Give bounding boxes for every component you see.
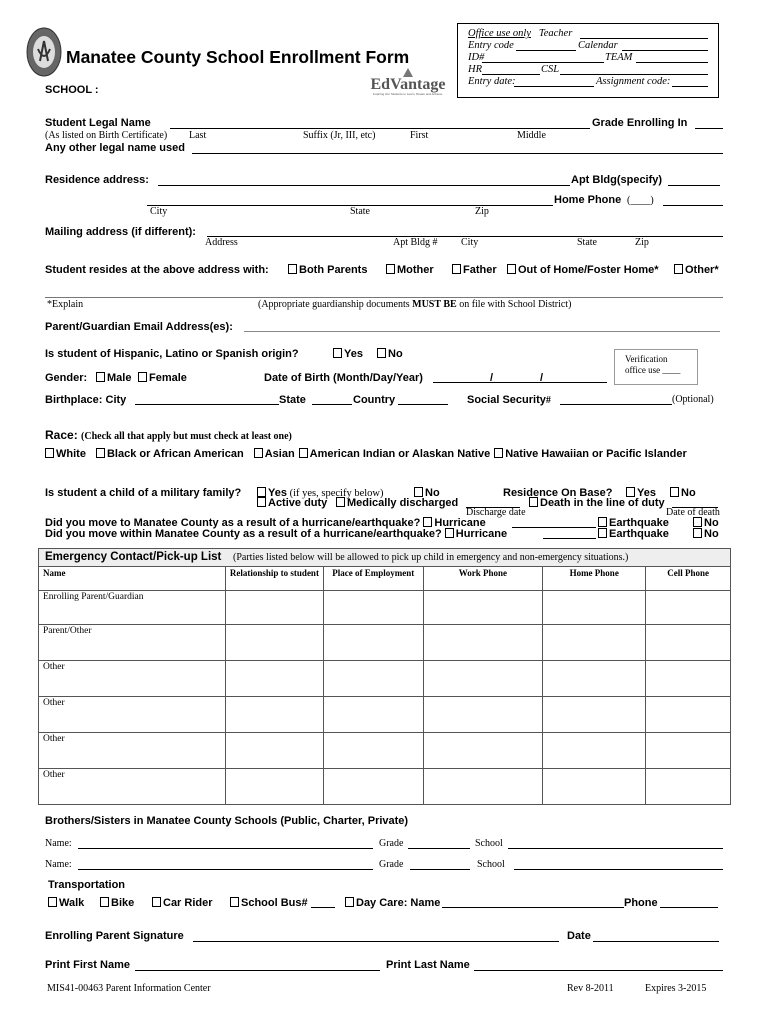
teacher-label: Teacher	[538, 28, 573, 39]
birthplace-country-label: Country	[353, 394, 396, 406]
assignment-code-label: Assignment code:	[596, 76, 671, 87]
suffix-sublabel: Suffix (Jr, III, etc)	[303, 130, 376, 141]
birthplace-state-label: State	[279, 394, 306, 406]
print-first-name-label: Print First Name	[45, 959, 130, 971]
hispanic-yes[interactable]: Yes	[333, 348, 363, 360]
q2-no[interactable]: No	[693, 528, 719, 540]
cell[interactable]	[225, 591, 323, 625]
emergency-note: (Parties listed below will be allowed to pick up child in emergency and non-emergency situations.)	[233, 552, 629, 563]
birthplace-city-label: Birthplace: City	[45, 394, 127, 406]
table-row	[39, 733, 731, 769]
column-header: Work Phone	[423, 567, 543, 591]
table-row	[39, 769, 731, 805]
state-sublabel: State	[350, 206, 370, 217]
cell[interactable]	[423, 625, 543, 661]
optional-note: (Optional)	[672, 394, 714, 405]
cell[interactable]	[225, 625, 323, 661]
cell[interactable]	[543, 697, 646, 733]
cell[interactable]	[323, 733, 423, 769]
q1-hurricane[interactable]: Hurricane	[423, 517, 485, 529]
cell[interactable]	[543, 769, 646, 805]
team-label: TEAM	[605, 52, 633, 63]
cell[interactable]	[225, 697, 323, 733]
day-care-phone-field[interactable]	[660, 907, 718, 908]
birthplace-state-field[interactable]	[312, 404, 352, 405]
dob-slash: /	[490, 372, 494, 384]
race-white[interactable]: White	[45, 448, 86, 460]
cell[interactable]	[646, 625, 731, 661]
cell[interactable]	[323, 769, 423, 805]
cell[interactable]	[543, 733, 646, 769]
email-label: Parent/Guardian Email Address(es):	[45, 321, 233, 333]
middle-sublabel: Middle	[517, 130, 546, 141]
day-care-name-field[interactable]	[442, 907, 624, 908]
transport-day-care[interactable]: Day Care: Name	[345, 897, 440, 909]
siblings-title: Brothers/Sisters in Manatee County Schools (Public, Charter, Private)	[45, 815, 409, 827]
student-legal-name-label: Student Legal Name	[45, 117, 151, 129]
table-row	[39, 591, 731, 625]
resides-other[interactable]: Other*	[674, 264, 719, 276]
first-sublabel: First	[410, 130, 429, 141]
sibling-school-label: School	[477, 859, 505, 870]
other-name-label: Any other legal name used	[45, 142, 185, 154]
sibling-school-field[interactable]	[508, 848, 723, 849]
day-care-phone-label: Phone	[624, 897, 658, 909]
row-label: Other	[39, 769, 226, 805]
race-native-hawaiian[interactable]: Native Hawaiian or Pacific Islander	[494, 448, 687, 460]
q1-earthquake[interactable]: Earthquake	[598, 517, 669, 529]
cell[interactable]	[646, 697, 731, 733]
signature-date-field[interactable]	[593, 941, 719, 942]
q2-hurricane-field[interactable]	[543, 538, 596, 539]
cell[interactable]	[423, 733, 543, 769]
race-american-indian[interactable]: American Indian or Alaskan Native	[299, 448, 491, 460]
mailing-zip-sublabel: Zip	[635, 237, 649, 248]
cell[interactable]	[646, 591, 731, 625]
apt-bldg-field[interactable]	[668, 185, 720, 186]
apt-bldg-label: Apt Bldg(specify)	[571, 174, 663, 186]
revision-date: Rev 8-2011	[567, 983, 614, 994]
cell[interactable]	[543, 661, 646, 697]
gender-label: Gender:	[45, 372, 88, 384]
gender-male[interactable]: Male	[96, 372, 131, 384]
q2-earthquake[interactable]: Earthquake	[598, 528, 669, 540]
race-black[interactable]: Black or African American	[96, 448, 244, 460]
race-label: Race: (Check all that apply but must check at least one)	[45, 428, 292, 442]
cell[interactable]	[225, 733, 323, 769]
explain-label: *Explain	[47, 299, 84, 310]
table-header-row	[39, 567, 731, 591]
sibling-grade-label: Grade	[379, 838, 404, 849]
calendar-label: Calendar	[578, 40, 618, 51]
office-use-title: Office use only	[468, 28, 531, 39]
cell[interactable]	[423, 591, 543, 625]
hurricane-q1: Did you move to Manatee County as a result of a hurricane/earthquake? Hurricane	[45, 517, 486, 529]
cell[interactable]	[323, 697, 423, 733]
entry-date-label: Entry date:	[468, 76, 516, 87]
base-yes[interactable]: Yes	[626, 487, 656, 499]
area-code-field[interactable]: (____)	[627, 195, 654, 206]
csl-label: CSL	[541, 64, 560, 75]
row-label: Parent/Other	[39, 625, 226, 661]
dob-field[interactable]	[433, 382, 607, 383]
date-of-death-sublabel: Date of death	[666, 507, 720, 518]
grade-enrolling-label: Grade Enrolling In	[592, 117, 688, 129]
row-label: Other	[39, 697, 226, 733]
cell[interactable]	[646, 661, 731, 697]
cell[interactable]	[323, 661, 423, 697]
gender-female[interactable]: Female	[138, 372, 187, 384]
row-label: Other	[39, 733, 226, 769]
cell[interactable]	[225, 661, 323, 697]
id-label: ID#	[468, 52, 485, 63]
print-last-name-label: Print Last Name	[386, 959, 470, 971]
verification-box: Verification office use ____	[614, 349, 698, 385]
military-yes[interactable]: Yes (if yes, specify below)	[257, 487, 383, 499]
signature-field[interactable]	[193, 941, 559, 942]
home-phone-label: Home Phone	[554, 194, 622, 206]
military-no[interactable]: No	[414, 487, 440, 499]
cell[interactable]	[423, 769, 543, 805]
print-first-name-field[interactable]	[135, 970, 380, 971]
cell[interactable]	[225, 769, 323, 805]
discharge-date-sublabel: Discharge date	[466, 507, 526, 518]
mailing-address-sublabel: Address	[205, 237, 238, 248]
table-row	[39, 697, 731, 733]
medically-discharged[interactable]: Medically discharged	[336, 497, 458, 509]
q2-hurricane[interactable]: Hurricane	[445, 528, 507, 540]
dob-slash: /	[540, 372, 544, 384]
student-legal-name-field[interactable]	[170, 128, 590, 129]
ssn-field[interactable]	[560, 404, 672, 405]
resides-mother[interactable]: Mother	[386, 264, 434, 276]
sibling-name-label: Name:	[45, 838, 72, 849]
race-asian[interactable]: Asian	[254, 448, 295, 460]
cell[interactable]	[323, 625, 423, 661]
grade-enrolling-field[interactable]	[695, 128, 723, 129]
q1-no[interactable]: No	[693, 517, 719, 529]
cell[interactable]	[646, 733, 731, 769]
cell[interactable]	[323, 591, 423, 625]
mailing-address-label: Mailing address (if different):	[45, 226, 196, 238]
email-field[interactable]	[244, 331, 720, 332]
birthplace-city-field[interactable]	[135, 404, 279, 405]
zip-sublabel: Zip	[475, 206, 489, 217]
form-title: Manatee County School Enrollment Form	[66, 47, 410, 67]
hispanic-no[interactable]: No	[377, 348, 403, 360]
sibling-name-label: Name:	[45, 859, 72, 870]
explain-field[interactable]	[45, 297, 723, 298]
ssn-label: Social Security#	[467, 394, 551, 406]
column-header: Cell Phone	[646, 567, 731, 591]
residence-address-field[interactable]	[158, 185, 570, 186]
resides-father[interactable]: Father	[452, 264, 497, 276]
other-name-field[interactable]	[192, 153, 723, 154]
hispanic-label: Is student of Hispanic, Latino or Spanish origin?	[45, 348, 299, 360]
birthplace-country-field[interactable]	[398, 404, 448, 405]
table-row	[39, 625, 731, 661]
dob-label: Date of Birth (Month/Day/Year)	[264, 372, 423, 384]
school-label: SCHOOL :	[45, 84, 99, 96]
emergency-header-bar	[38, 548, 731, 567]
home-phone-field[interactable]	[663, 205, 723, 206]
military-label: Is student a child of a military family?	[45, 487, 242, 499]
resides-both-parents[interactable]: Both Parents	[288, 264, 367, 276]
row-label: Other	[39, 661, 226, 697]
cell[interactable]	[543, 591, 646, 625]
column-header: Name	[39, 567, 226, 591]
active-duty[interactable]: Active duty	[257, 497, 327, 509]
base-no[interactable]: No	[670, 487, 696, 499]
school-district-seal-logo	[26, 27, 62, 77]
emergency-title: Emergency Contact/Pick-up List	[45, 551, 222, 563]
resides-label: Student resides at the above address with:	[45, 264, 269, 276]
emergency-contact-table	[38, 566, 731, 805]
sibling-school-label: School	[475, 838, 503, 849]
transportation-title: Transportation	[48, 879, 126, 891]
q1-hurricane-field[interactable]	[512, 527, 596, 528]
table-row	[39, 661, 731, 697]
cell[interactable]	[646, 769, 731, 805]
print-last-name-field[interactable]	[474, 970, 723, 971]
sibling-grade-label: Grade	[379, 859, 404, 870]
mailing-state-sublabel: State	[577, 237, 597, 248]
row-label: Enrolling Parent/Guardian	[39, 591, 226, 625]
signature-date-label: Date	[567, 930, 591, 942]
transport-walk[interactable]: Walk	[48, 897, 84, 909]
hr-label: HR	[468, 64, 482, 75]
column-header: Relationship to student	[225, 567, 323, 591]
guardianship-note: (Appropriate guardianship documents MUST BE on file with School District)	[258, 299, 572, 310]
bus-number-field[interactable]	[311, 907, 335, 908]
edvantage-logo: EdVantage Inspiring Our Students to Learn, Dream and Achieve.	[368, 68, 448, 96]
city-sublabel: City	[150, 206, 168, 217]
sibling-name-field[interactable]	[78, 848, 373, 849]
mailing-city-sublabel: City	[461, 237, 479, 248]
death-in-line-of-duty[interactable]: Death in the line of duty	[529, 497, 665, 509]
as-listed-note: (As listed on Birth Certificate)	[45, 130, 168, 141]
mailing-apt-sublabel: Apt Bldg #	[393, 237, 438, 248]
transport-car-rider[interactable]: Car Rider	[152, 897, 213, 909]
sibling-name-field[interactable]	[78, 869, 373, 870]
cell[interactable]	[423, 697, 543, 733]
last-sublabel: Last	[189, 130, 207, 141]
cell[interactable]	[423, 661, 543, 697]
residence-on-base-label: Residence On Base?	[503, 487, 613, 499]
signature-label: Enrolling Parent Signature	[45, 930, 184, 942]
transport-school-bus[interactable]: School Bus#	[230, 897, 308, 909]
transport-bike[interactable]: Bike	[100, 897, 134, 909]
cell[interactable]	[543, 625, 646, 661]
sibling-grade-field[interactable]	[410, 869, 470, 870]
sibling-grade-field[interactable]	[408, 848, 470, 849]
sibling-school-field[interactable]	[514, 869, 723, 870]
form-code: MIS41-00463 Parent Information Center	[47, 983, 211, 994]
column-header: Place of Employment	[323, 567, 423, 591]
race-options	[45, 448, 687, 460]
hurricane-q2: Did you move within Manatee County as a result of a hurricane/earthquake? Hurricane	[45, 528, 508, 540]
resides-foster-home[interactable]: Out of Home/Foster Home*	[507, 264, 659, 276]
expiration-date: Expires 3-2015	[645, 983, 707, 994]
entry-code-label: Entry code	[468, 40, 514, 51]
column-header: Home Phone	[543, 567, 646, 591]
residence-address-label: Residence address:	[45, 174, 149, 186]
